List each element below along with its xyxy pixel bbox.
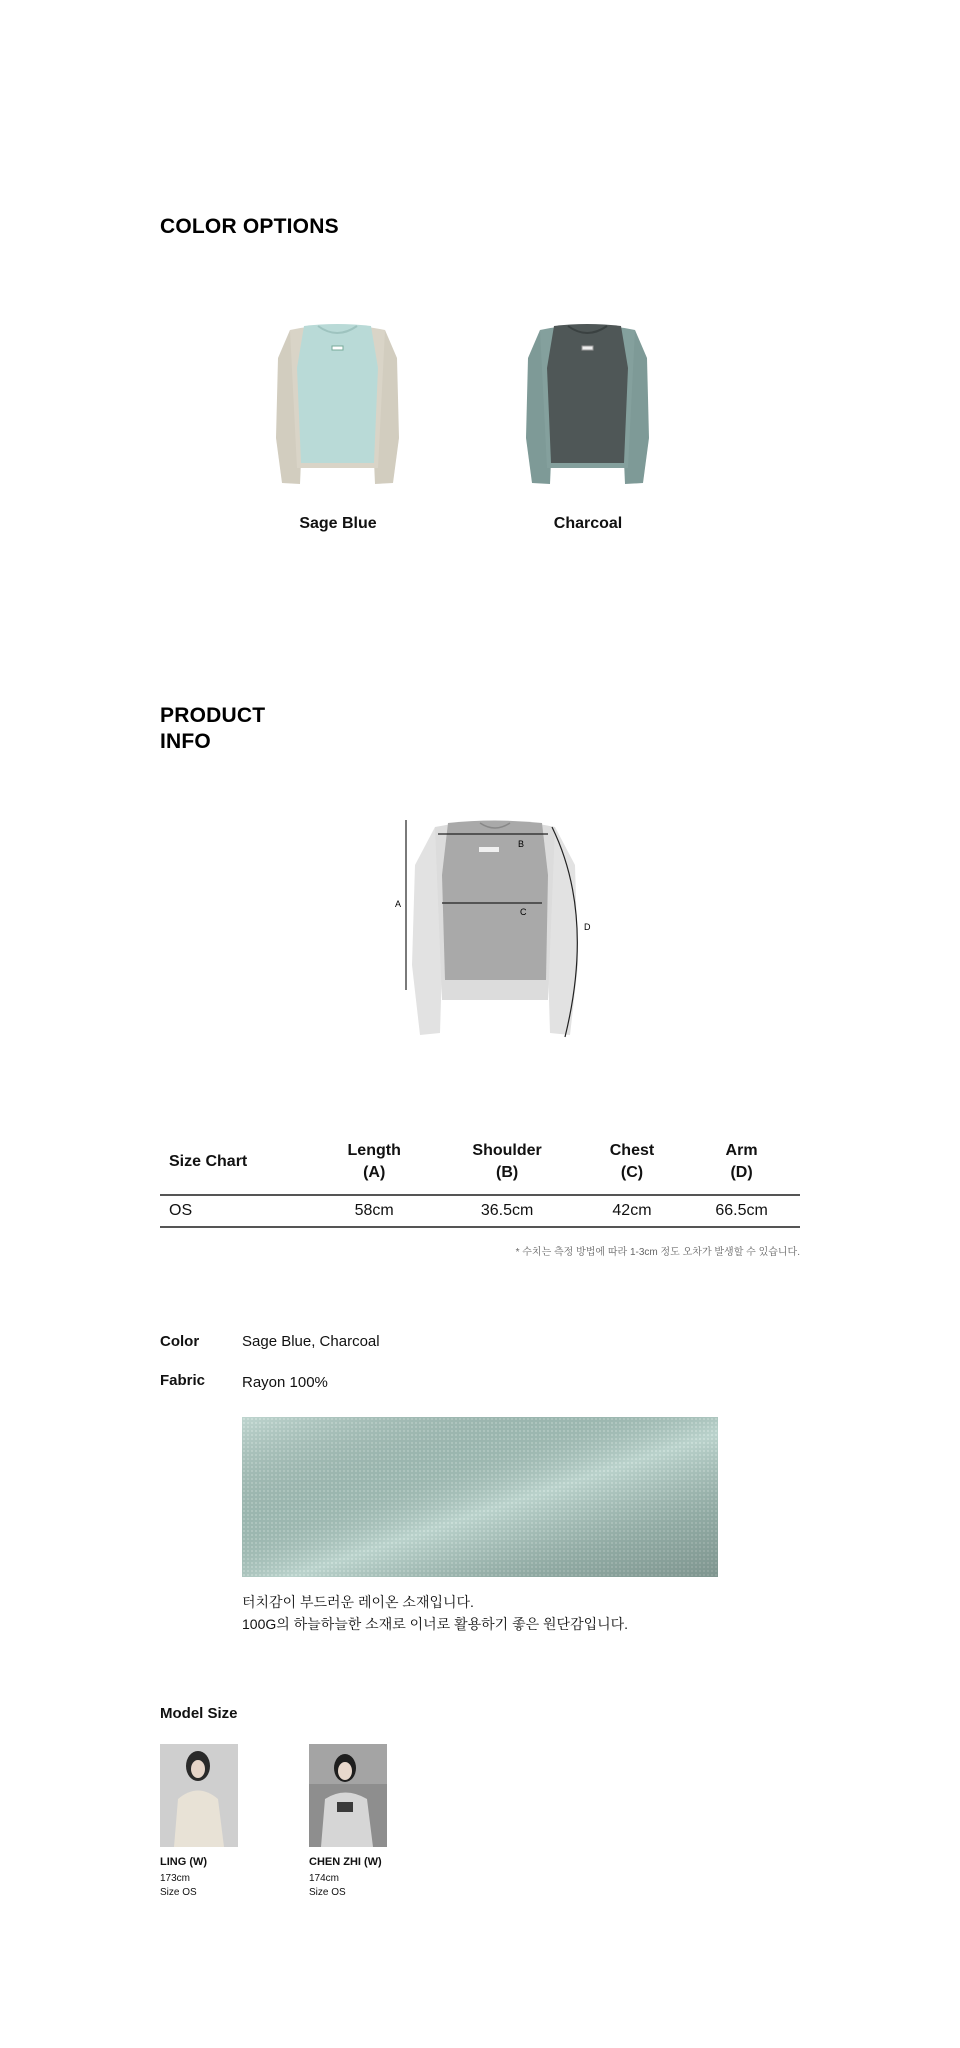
model-name-ling: LING (W) [160, 1856, 208, 1868]
cell-length: 58cm [315, 1195, 433, 1227]
table-row [160, 1195, 800, 1227]
label-d: D [584, 922, 591, 932]
product-image-charcoal[interactable] [520, 318, 655, 493]
size-note: * 수치는 측정 방법에 따라 1-3cm 정도 오차가 발생할 수 있습니다. [515, 1247, 800, 1258]
header-arm: Arm (D) [683, 1132, 800, 1195]
color-value: Sage Blue, Charcoal [242, 1333, 380, 1350]
label-a: A [395, 899, 402, 909]
label-c: C [520, 907, 527, 917]
fabric-label: Fabric [160, 1372, 206, 1389]
model-photo-ling [160, 1744, 238, 1847]
header-size-chart: Size Chart [160, 1132, 315, 1195]
fabric-value: Rayon 100% [242, 1374, 328, 1391]
description-line2: 100G의 하늘하늘한 소재로 이너로 활용하기 좋은 원단감입니다. [242, 1616, 629, 1632]
color-label: Color [160, 1333, 200, 1350]
measurement-diagram [390, 815, 600, 1045]
product-info-title-line1: PRODUCT [160, 704, 266, 727]
swatch-label-charcoal: Charcoal [553, 515, 623, 532]
size-chart-header-row [160, 1132, 800, 1195]
header-shoulder: Shoulder (B) [433, 1132, 580, 1195]
cell-arm: 66.5cm [683, 1195, 800, 1227]
sage-blue-garment-icon [270, 318, 405, 488]
model-name-chen-zhi: CHEN ZHI (W) [309, 1856, 382, 1868]
fabric-description [242, 1591, 628, 1635]
product-info-title-line2: INFO [160, 730, 211, 753]
model-size-ling: Size OS [160, 1887, 197, 1898]
fabric-swatch-image [242, 1417, 718, 1577]
header-chest: Chest (C) [581, 1132, 683, 1195]
size-chart-table [160, 1132, 800, 1228]
cell-shoulder: 36.5cm [433, 1195, 580, 1227]
header-length: Length (A) [315, 1132, 433, 1195]
product-image-sage-blue[interactable] [270, 318, 405, 493]
model-height-ling: 173cm [160, 1873, 191, 1884]
cell-chest: 42cm [581, 1195, 683, 1227]
measurement-garment-icon [390, 815, 600, 1040]
charcoal-garment-icon [520, 318, 655, 488]
cell-size: OS [160, 1195, 315, 1227]
description-line1: 터치감이 부드러운 레이온 소재입니다. [242, 1594, 474, 1610]
color-options-title: COLOR OPTIONS [160, 215, 339, 238]
model-photo-chen-zhi [309, 1744, 387, 1847]
label-b: B [518, 839, 525, 849]
swatch-label-sage-blue: Sage Blue [299, 515, 377, 532]
model-height-chen-zhi: 174cm [309, 1873, 340, 1884]
model-size-title: Model Size [160, 1705, 238, 1722]
model-size-chen-zhi: Size OS [309, 1887, 346, 1898]
product-info-title [160, 703, 265, 755]
size-chart [160, 1132, 800, 1228]
